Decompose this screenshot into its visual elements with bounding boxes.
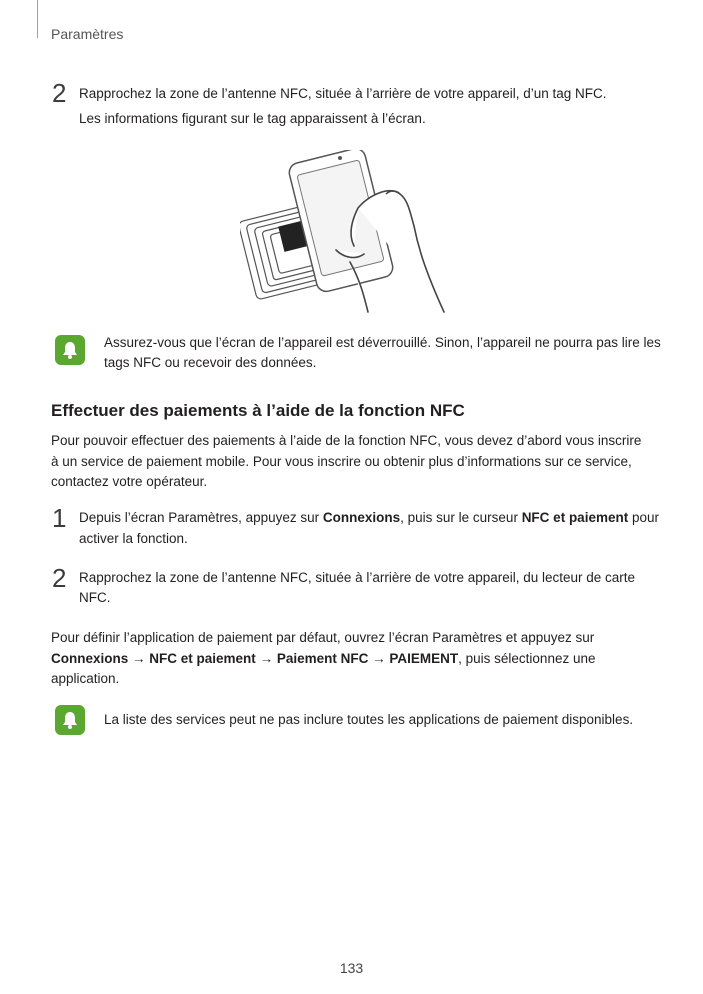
arrow-separator: → [255, 651, 277, 666]
paragraph-line1: Pour définir l’application de paiement par défaut, ouvrez l’écran Paramètres et appuyez sur [51, 630, 595, 645]
section-intro-line3: contactez votre opérateur. [51, 474, 208, 489]
section-intro-line2: à un service de paiement mobile. Pour vous inscrire ou obtenir plus d’informations sur ce service, [51, 454, 632, 469]
paragraph-line2 [51, 648, 595, 669]
note-icon [55, 335, 85, 365]
section-intro-line1: Pour pouvoir effectuer des paiements à l’aide de la fonction NFC, vous devez d’abord vous inscrire [51, 433, 642, 448]
text-run: pour [628, 510, 659, 525]
step-text-line1 [79, 507, 659, 528]
bold-term: Connexions [322, 510, 401, 525]
text-run: , puis sélectionnez une [458, 651, 596, 666]
step-text-line1: Rapprochez la zone de l’antenne NFC, située à l’arrière de votre appareil, d’un tag NFC. [79, 86, 607, 101]
step-text-line2: activer la fonction. [79, 531, 188, 546]
step-number: 2 [52, 563, 67, 593]
bell-icon [60, 340, 80, 360]
page-number: 133 [339, 960, 364, 976]
text-run: Depuis l’écran Paramètres, appuyez sur [79, 510, 323, 525]
arrow-separator: → [128, 651, 150, 666]
arrow-separator: → [368, 651, 390, 666]
paragraph-line3: application. [51, 671, 120, 686]
section-title: Effectuer des paiements à l’aide de la fonction NFC [51, 401, 465, 420]
text-run: , puis sur le curseur [400, 510, 522, 525]
note-text-line2: tags NFC ou recevoir des données. [104, 355, 317, 370]
bell-icon [60, 710, 80, 730]
bold-term: Paiement NFC [276, 651, 369, 666]
step-number: 1 [52, 503, 67, 533]
step-text-line2: NFC. [79, 590, 111, 605]
bold-term: NFC et paiement [149, 651, 256, 666]
bold-term: NFC et paiement [521, 510, 629, 525]
note-text-line1: Assurez-vous que l’écran de l’appareil est déverrouillé. Sinon, l’appareil ne pourra pas lire les [104, 335, 661, 350]
bold-term: Connexions [51, 651, 129, 666]
header-rule [37, 0, 38, 38]
step-text-line2: Les informations figurant sur le tag apparaissent à l’écran. [79, 111, 426, 126]
note-text: La liste des services peut ne pas inclure toutes les applications de paiement disponibles. [104, 712, 634, 727]
running-header: Paramètres [51, 26, 124, 42]
bold-term: PAIEMENT [389, 651, 459, 666]
step-number: 2 [52, 78, 67, 108]
nfc-tag-illustration [240, 150, 460, 320]
step-text-line1: Rapprochez la zone de l’antenne NFC, située à l’arrière de votre appareil, du lecteur de carte [79, 570, 636, 585]
note-icon [55, 705, 85, 735]
